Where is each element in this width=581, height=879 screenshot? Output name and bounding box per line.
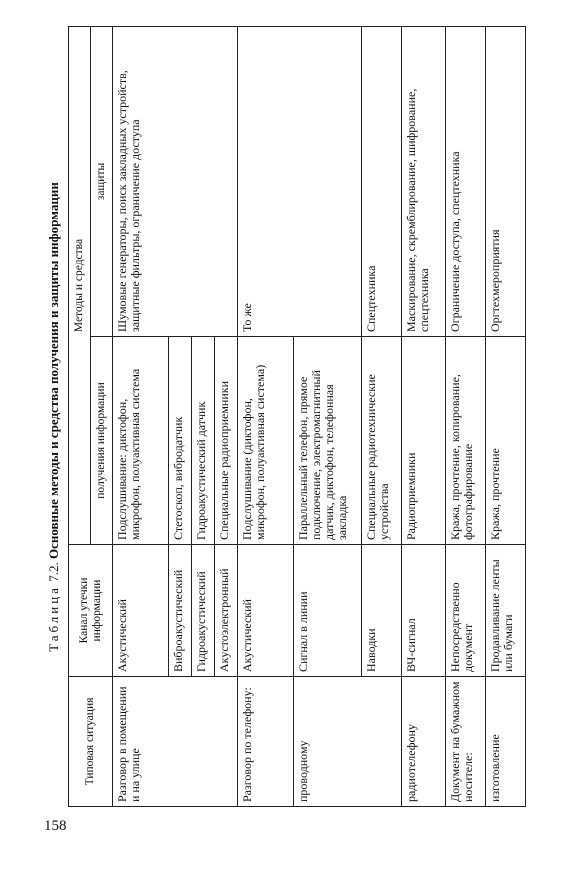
cell-protect: Спецтехника — [362, 27, 402, 337]
header-situation: Типовая ситуация — [69, 677, 113, 807]
cell-acquire: Подслушивание (диктофон, микрофон, полуактивная система) — [238, 337, 294, 545]
cell-channel: Акустический — [113, 545, 169, 677]
table-row — [113, 27, 169, 807]
caption-number: 7.2. — [46, 562, 61, 582]
cell-acquire: Кража, прочтение — [486, 337, 526, 545]
cell-situation: проводному — [294, 677, 402, 807]
cell-channel: Наводки — [362, 545, 402, 677]
cell-situation: радиотелефону — [402, 677, 446, 807]
page-number: 158 — [44, 818, 67, 834]
cell-channel: Продавливание ленты или бумаги — [486, 545, 526, 677]
header-row-1 — [69, 27, 91, 807]
cell-situation: Документ на бумажном носителе: — [446, 677, 486, 807]
cell-channel: ВЧ-сигнал — [402, 545, 446, 677]
cell-protect: Шумовые генераторы, поиск закладных устройств, защитные фильтры, ограничение доступа — [113, 27, 238, 337]
cell-protect: Маскирование, скремблирование, шифрование, спецтехника — [402, 27, 446, 337]
table-row — [446, 27, 486, 807]
methods-table — [68, 26, 526, 807]
header-protect: защиты — [91, 27, 113, 337]
cell-acquire: Гидроакустический датчик — [192, 337, 215, 545]
cell-channel: Гидроакустический — [192, 545, 215, 677]
cell-acquire: Стетоскоп, вибродатчик — [169, 337, 192, 545]
cell-acquire: Подслушивание: диктофон, микрофон, полуактивная система — [113, 337, 169, 545]
cell-acquire: Кража, прочтение, копирование, фотографирование — [446, 337, 486, 545]
cell-protect: То же — [238, 27, 362, 337]
caption-prefix: Таблица — [46, 585, 61, 652]
cell-acquire: Специальные радиоприемники — [215, 337, 238, 545]
cell-acquire: Радиоприемники — [402, 337, 446, 545]
cell-situation: Разговор в помещении и на улице — [113, 677, 238, 807]
cell-situation: изготовление — [486, 677, 526, 807]
cell-channel: Сигнал в линии — [294, 545, 362, 677]
header-methods: Методы и средства — [69, 27, 91, 545]
cell-channel: Виброакустический — [169, 545, 192, 677]
cell-acquire: Специальные радиотехнические устройства — [362, 337, 402, 545]
header-acquire: получения информации — [91, 337, 113, 545]
table-row — [402, 27, 446, 807]
cell-protect: Ограничение доступа, спецтехника — [446, 27, 486, 337]
header-channel: Канал утечки информации — [69, 545, 113, 677]
caption-title: Основные методы и средства получения и защиты информации — [46, 182, 61, 560]
rotated-page-content — [40, 27, 565, 807]
cell-channel: Акустический — [238, 545, 294, 677]
table-row — [486, 27, 526, 807]
table-caption — [40, 27, 68, 807]
cell-channel: Акустоэлектронный — [215, 545, 238, 677]
cell-protect: Оргтехмероприятия — [486, 27, 526, 337]
cell-channel: Непосредственно документ — [446, 545, 486, 677]
cell-situation: Разговор по телефону: — [238, 677, 294, 807]
table-row — [238, 27, 294, 807]
cell-acquire: Параллельный телефон, прямое подключение, электромагнитный датчик, диктофон, телефонная закладка — [294, 337, 362, 545]
